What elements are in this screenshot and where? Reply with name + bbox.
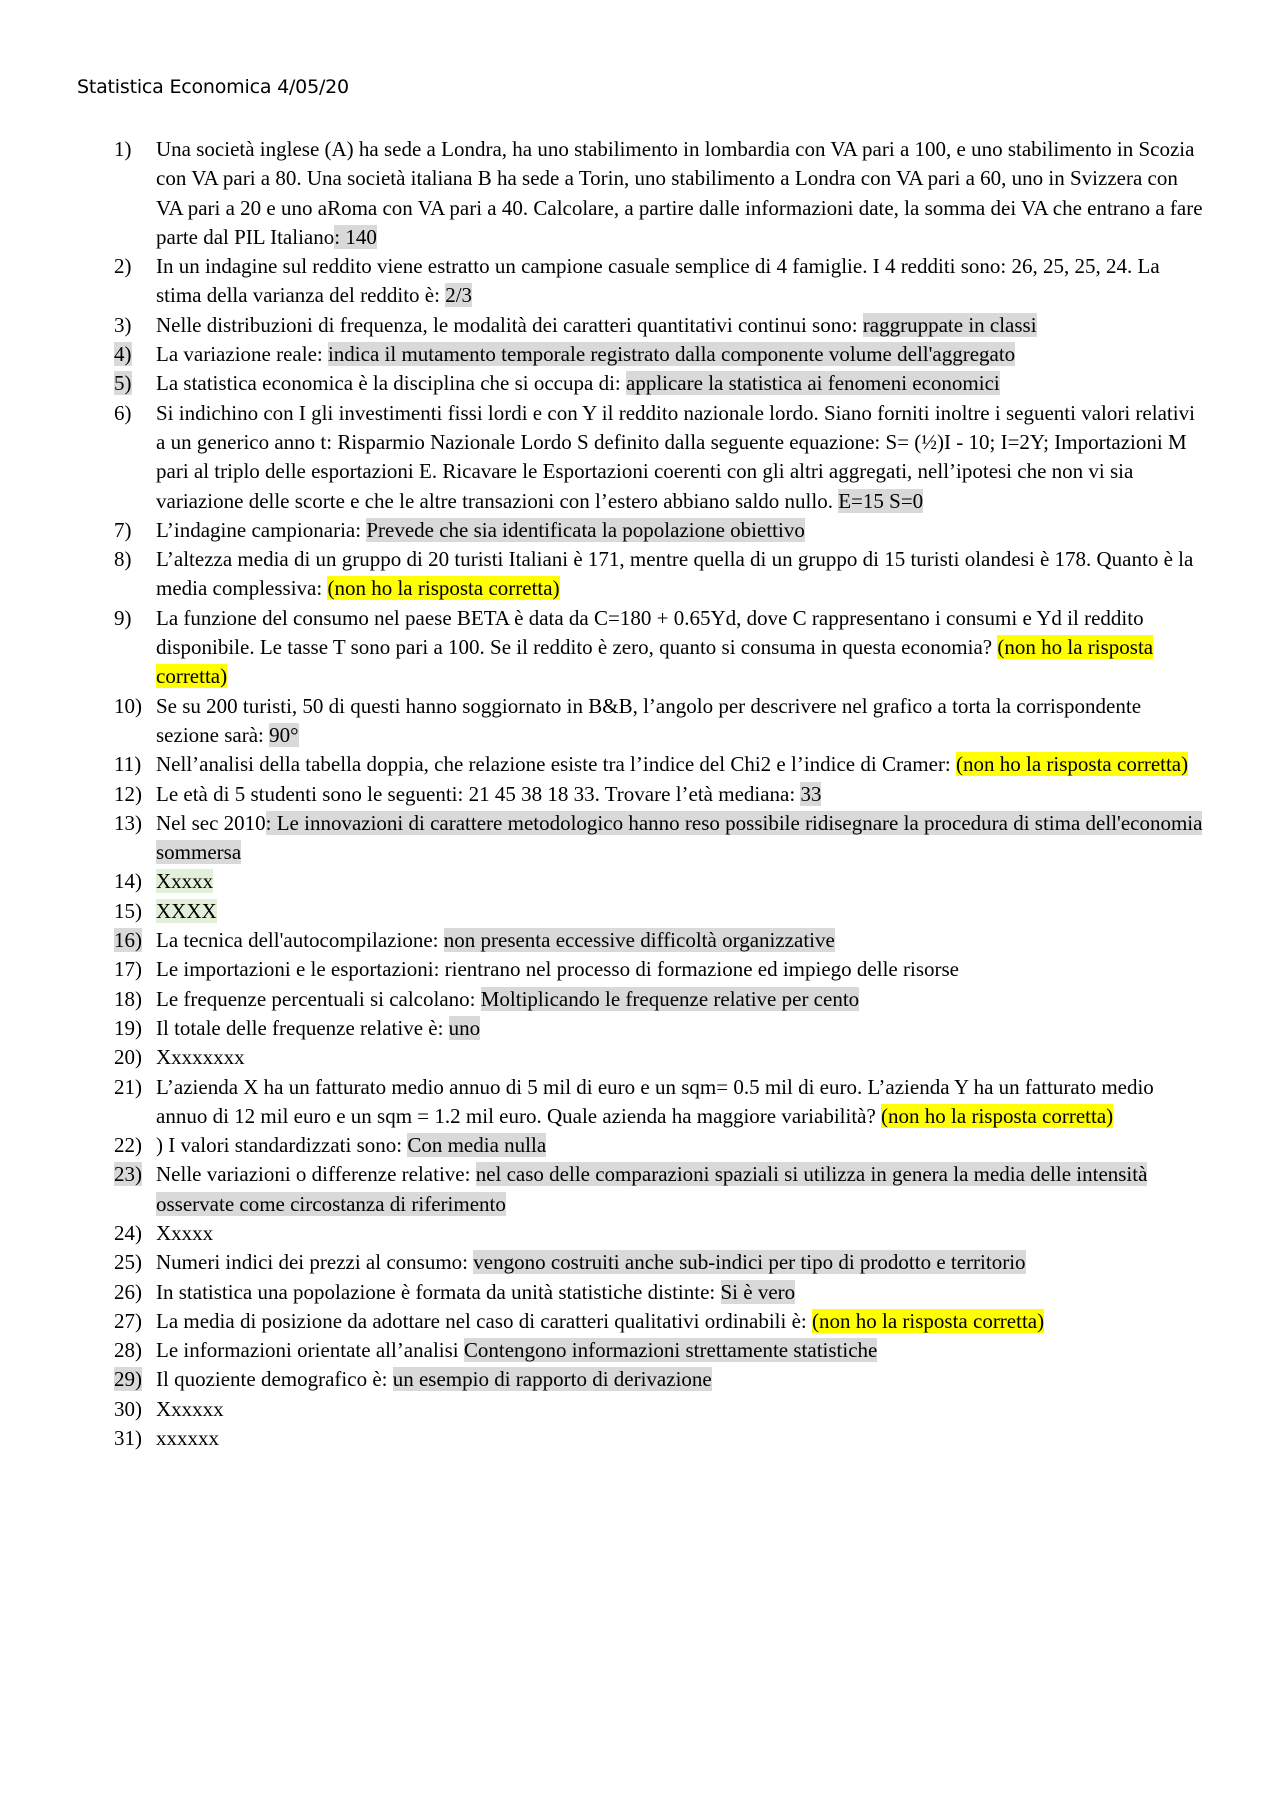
question-number (114, 692, 156, 721)
answer-text: raggruppate in classi (862, 312, 1037, 337)
question-body (156, 1395, 1209, 1424)
question-item (114, 1278, 1209, 1307)
question-number (114, 1395, 156, 1424)
question-body (156, 545, 1209, 604)
question-number-label: 13) (114, 810, 142, 835)
question-number-label: 25) (114, 1250, 142, 1275)
question-number (114, 1043, 156, 1072)
question-number-label: 16) (114, 928, 142, 953)
question-number (114, 135, 156, 164)
question-number (114, 809, 156, 838)
question-number-label: 8) (114, 547, 132, 572)
question-number (114, 545, 156, 574)
question-number-label: 15) (114, 898, 142, 923)
question-body (156, 340, 1209, 369)
answer-text: Contengono informazioni strettamente statistiche (463, 1338, 878, 1363)
question-number (114, 1365, 156, 1394)
question-body (156, 867, 1209, 896)
question-number (114, 604, 156, 633)
question-number (114, 1424, 156, 1453)
question-item (114, 1014, 1209, 1043)
question-text: Si indichino con I gli investimenti fissi lordi e con Y il reddito nazionale lordo. Siano forniti inoltre i seguenti valori relativi a un generico anno t: Risparmio Nazionale Lordo S definito dalla seguente equazione: S= (½)I - 10; I=2Y; Importazioni M pari al triplo delle esportazioni E. Ricavare le Esportazioni coerenti con gli altri aggregati, nell’ipotesi che non vi sia variazione delle scorte e che le altre transazioni con l’estero abbiano saldo nullo. (156, 400, 1195, 513)
answer-text: XXXX (156, 898, 217, 923)
question-number (114, 1073, 156, 1102)
question-body (156, 1248, 1209, 1277)
question-text: Xxxxxx (156, 1396, 224, 1421)
question-text: Xxxxxxxx (156, 1045, 245, 1070)
answer-text: Con media nulla (407, 1133, 547, 1158)
question-body (156, 1219, 1209, 1248)
question-body (156, 1073, 1209, 1132)
question-number-label: 7) (114, 517, 132, 542)
question-text: Se su 200 turisti, 50 di questi hanno soggiornato in B&B, l’angolo per descrivere nel grafico a torta la corrispondente sezione sarà: (156, 693, 1142, 747)
question-body (156, 985, 1209, 1014)
question-number-label: 14) (114, 869, 142, 894)
answer-text: Moltiplicando le frequenze relative per cento (480, 986, 860, 1011)
question-item (114, 985, 1209, 1014)
question-number-label: 20) (114, 1045, 142, 1070)
question-body (156, 1160, 1209, 1219)
question-number (114, 340, 156, 369)
question-body (156, 692, 1209, 751)
question-body (156, 1307, 1209, 1336)
question-item (114, 135, 1209, 252)
question-body (156, 516, 1209, 545)
question-number-label: 31) (114, 1426, 142, 1451)
question-text: Le informazioni orientate all’analisi (156, 1338, 464, 1363)
question-list (114, 135, 1209, 1453)
question-item (114, 399, 1209, 516)
question-text: La variazione reale: (156, 342, 328, 367)
question-number-label: 22) (114, 1133, 142, 1158)
question-number (114, 252, 156, 281)
question-body (156, 369, 1209, 398)
question-number-label: 6) (114, 400, 132, 425)
question-text: Il totale delle frequenze relative è: (156, 1015, 449, 1040)
question-number (114, 1219, 156, 1248)
question-number (114, 1160, 156, 1189)
document-title: Statistica Economica 4/05/20 (77, 76, 349, 98)
question-text: In un indagine sul reddito viene estratto un campione casuale semplice di 4 famiglie. I 4 redditi sono: 26, 25, 25, 24. La stima della varianza del reddito è: (156, 254, 1160, 308)
answer-text: (non ho la risposta corretta) (156, 635, 1154, 689)
question-number-label: 2) (114, 254, 132, 279)
question-body (156, 311, 1209, 340)
question-number (114, 780, 156, 809)
question-number-label: 12) (114, 781, 142, 806)
question-number-label: 10) (114, 693, 142, 718)
question-number-label: 4) (114, 342, 132, 367)
question-number (114, 311, 156, 340)
question-number-label: 23) (114, 1162, 142, 1187)
question-number-label: 24) (114, 1220, 142, 1245)
question-number (114, 1336, 156, 1365)
question-number (114, 1278, 156, 1307)
answer-text: 90° (269, 722, 299, 747)
question-body (156, 1365, 1209, 1394)
question-item (114, 311, 1209, 340)
question-number (114, 1014, 156, 1043)
question-text: xxxxxx (156, 1426, 219, 1451)
question-text: L’azienda X ha un fatturato medio annuo di 5 mil di euro e un sqm= 0.5 mil di euro. L’azienda Y ha un fatturato medio annuo di 12 mil euro e un sqm = 1.2 mil euro. Quale azienda ha maggiore variabilità? (156, 1074, 1154, 1128)
question-number (114, 955, 156, 984)
question-text: La media di posizione da adottare nel caso di caratteri qualitativi ordinabili è: (156, 1308, 813, 1333)
question-item (114, 809, 1209, 868)
question-number (114, 516, 156, 545)
answer-text: Xxxxx (156, 869, 214, 894)
question-body (156, 1336, 1209, 1365)
question-item (114, 955, 1209, 984)
question-number-label: 3) (114, 312, 132, 337)
question-number (114, 399, 156, 428)
question-text: La funzione del consumo nel paese BETA è data da C=180 + 0.65Yd, dove C rappresentano i consumi e Yd il reddito disponibile. Le tasse T sono pari a 100. Se il reddito è zero, quanto si consuma in questa economia? (156, 605, 1144, 660)
answer-text: (non ho la risposta corretta) (956, 752, 1189, 777)
question-item (114, 340, 1209, 369)
question-body (156, 135, 1209, 252)
question-number-label: 11) (114, 752, 142, 777)
question-text: Le età di 5 studenti sono le seguenti: 21 45 38 18 33. Trovare l’età mediana: (156, 781, 801, 806)
question-body (156, 604, 1209, 692)
question-text: Nel sec 2010 (156, 810, 266, 835)
question-item (114, 516, 1209, 545)
question-item (114, 1365, 1209, 1394)
answer-text: Prevede che sia identificata la popolazione obiettivo (366, 517, 805, 542)
question-text: Nelle distribuzioni di frequenza, le modalità dei caratteri quantitativi continui sono: (156, 312, 863, 337)
question-item (114, 897, 1209, 926)
question-text: In statistica una popolazione è formata da unità statistiche distinte: (156, 1279, 721, 1304)
question-item (114, 369, 1209, 398)
question-text: La tecnica dell'autocompilazione: (156, 928, 444, 953)
question-number-label: 26) (114, 1279, 142, 1304)
answer-text: nel caso delle comparazioni spaziali si utilizza in genera la media delle intensità osservate come circostanza di riferimento (156, 1162, 1148, 1216)
question-text: ) I valori standardizzati sono: (156, 1133, 408, 1158)
question-body (156, 252, 1209, 311)
question-number-label: 27) (114, 1308, 142, 1333)
answer-text: non presenta eccessive difficoltà organizzative (443, 928, 835, 953)
question-text: Nell’analisi della tabella doppia, che relazione esiste tra l’indice del Chi2 e l’indice di Cramer: (156, 752, 957, 777)
answer-text: vengono costruiti anche sub-indici per tipo di prodotto e territorio (473, 1250, 1026, 1275)
question-item (114, 1160, 1209, 1219)
question-number (114, 897, 156, 926)
answer-text: (non ho la risposta corretta) (812, 1308, 1045, 1333)
question-number-label: 21) (114, 1074, 142, 1099)
question-body (156, 1424, 1209, 1453)
question-number-label: 9) (114, 605, 132, 630)
question-number-label: 5) (114, 371, 132, 396)
question-number (114, 1248, 156, 1277)
question-item (114, 1043, 1209, 1072)
question-text: L’indagine campionaria: (156, 517, 367, 542)
question-text: L’altezza media di un gruppo di 20 turisti Italiani è 171, mentre quella di un gruppo di 15 turisti olandesi è 178. Quanto è la media complessiva: (156, 547, 1194, 601)
question-item (114, 1395, 1209, 1424)
question-number-label: 1) (114, 137, 132, 161)
question-body (156, 897, 1209, 926)
question-item (114, 780, 1209, 809)
question-number-label: 18) (114, 986, 142, 1011)
answer-text: 33 (800, 781, 822, 806)
question-number (114, 867, 156, 896)
question-item (114, 1131, 1209, 1160)
question-number-label: 29) (114, 1367, 142, 1392)
question-number (114, 750, 156, 779)
question-text: Le frequenze percentuali si calcolano: (156, 986, 481, 1011)
question-body (156, 750, 1209, 779)
question-item (114, 1219, 1209, 1248)
answer-text: : Le innovazioni di carattere metodologico hanno reso possibile ridisegnare la procedura di stima dell'economia sommersa (156, 810, 1203, 865)
question-text: La statistica economica è la disciplina che si occupa di: (156, 371, 626, 396)
answer-text: (non ho la risposta corretta) (881, 1103, 1114, 1128)
question-text: Numeri indici dei prezzi al consumo: (156, 1250, 474, 1275)
question-body (156, 1043, 1209, 1072)
question-body (156, 399, 1209, 516)
question-item (114, 1248, 1209, 1277)
question-item (114, 1336, 1209, 1365)
question-number (114, 1307, 156, 1336)
answer-text: 2/3 (445, 283, 473, 308)
question-number (114, 985, 156, 1014)
question-text: Le importazioni e le esportazioni: rientrano nel processo di formazione ed impiego delle risorse (156, 957, 959, 982)
question-body (156, 955, 1209, 984)
question-item (114, 604, 1209, 692)
question-body (156, 926, 1209, 955)
answer-text: E=15 S=0 (838, 488, 924, 513)
question-item (114, 867, 1209, 896)
question-body (156, 780, 1209, 809)
question-item (114, 926, 1209, 955)
question-text: Xxxxx (156, 1220, 214, 1245)
question-number-label: 30) (114, 1396, 142, 1421)
answer-text: indica il mutamento temporale registrato dalla componente volume dell'aggregato (327, 342, 1016, 367)
answer-text: Si è vero (720, 1279, 796, 1304)
answer-text: applicare la statistica ai fenomeni economici (626, 371, 1000, 396)
question-item (114, 1424, 1209, 1453)
question-item (114, 252, 1209, 311)
question-number-label: 28) (114, 1338, 142, 1363)
answer-text: : 140 (334, 224, 377, 249)
question-item (114, 1073, 1209, 1132)
answer-text: (non ho la risposta corretta) (327, 576, 560, 601)
question-body (156, 1278, 1209, 1307)
question-number (114, 926, 156, 955)
question-number-label: 17) (114, 957, 142, 982)
question-text: Il quoziente demografico è: (156, 1367, 393, 1392)
question-number-label: 19) (114, 1015, 142, 1040)
question-body (156, 809, 1209, 868)
question-text: Nelle variazioni o differenze relative: (156, 1162, 476, 1187)
question-item (114, 1307, 1209, 1336)
answer-text: uno (448, 1015, 481, 1040)
answer-text: un esempio di rapporto di derivazione (392, 1367, 712, 1392)
question-body (156, 1014, 1209, 1043)
question-number (114, 1131, 156, 1160)
question-number (114, 369, 156, 398)
question-text: Una società inglese (A) ha sede a Londra, ha uno stabilimento in lombardia con VA pari a 100, e uno stabilimento in Scozia con VA pari a 80. Una società italiana B ha sede a Torin, uno stabilimento a Londra con VA pari a 60, uno in Svizzera con VA pari a 20 e uno aRoma con VA pari a 40. Calcolare, a partire dalle informazioni date, la somma dei VA che entrano a fare parte dal PIL Italiano (156, 137, 1203, 249)
question-item (114, 545, 1209, 604)
question-item (114, 692, 1209, 751)
question-body (156, 1131, 1209, 1160)
question-item (114, 750, 1209, 779)
